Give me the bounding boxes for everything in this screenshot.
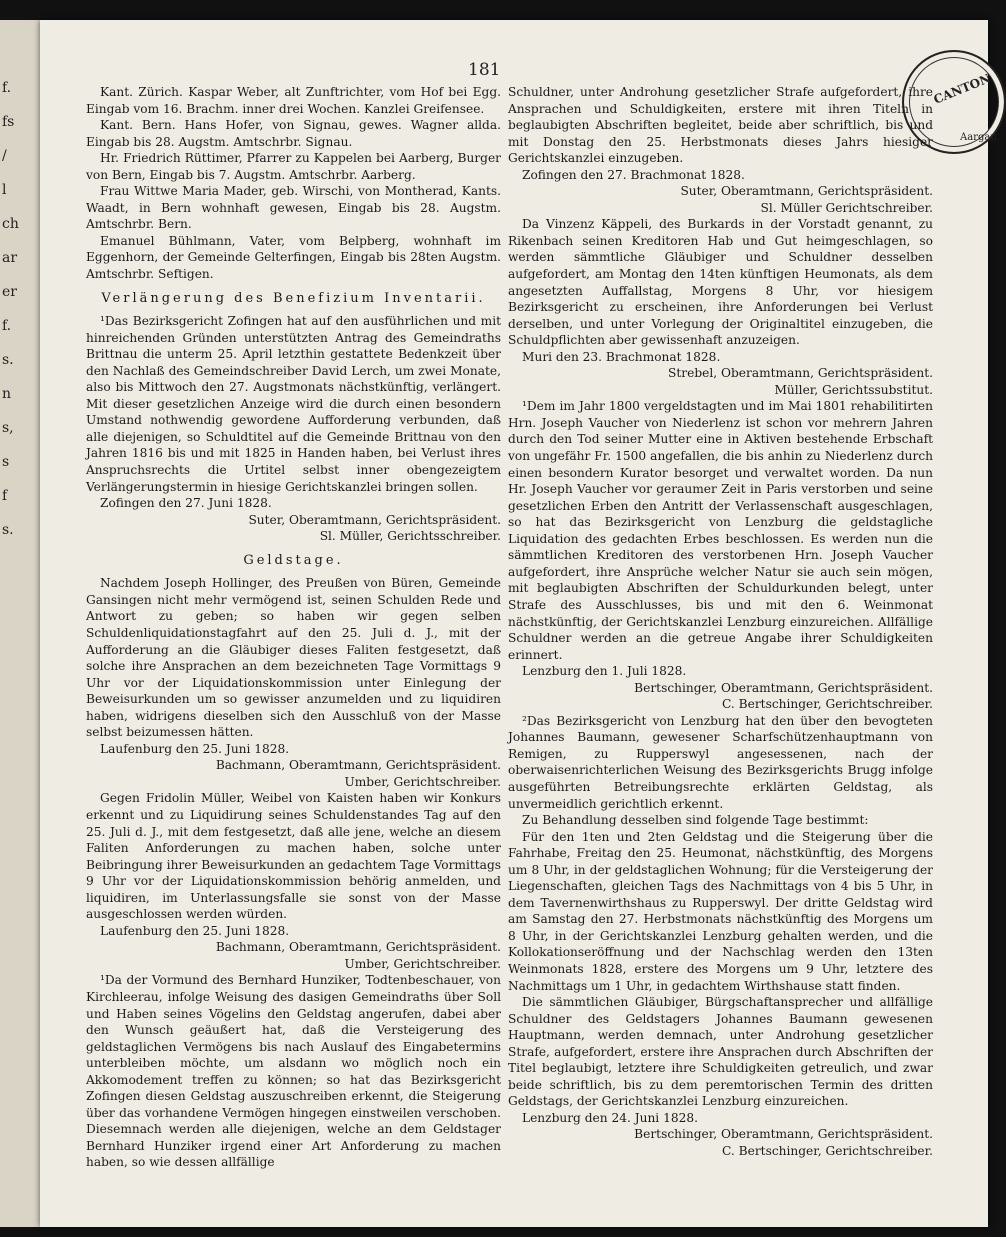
signature-line: Suter, Oberamtmann, Gerichtspräsident. bbox=[680, 184, 933, 199]
right-column bbox=[508, 84, 933, 1160]
section-heading: Verlängerung des Benefizium Inventarii. bbox=[101, 290, 486, 306]
left-column bbox=[86, 84, 501, 1171]
dateline: Lenzburg den 24. Juni 1828. bbox=[522, 1110, 698, 1125]
signature-line: Sl. Müller Gerichtschreiber. bbox=[760, 200, 933, 215]
signature-line: Bertschinger, Oberamtmann, Gerichtspräsident. bbox=[634, 1127, 933, 1142]
gutter-fragment: n bbox=[2, 386, 12, 402]
signature-line: Strebel, Oberamtmann, Gerichtspräsident. bbox=[668, 366, 933, 381]
signature-line: C. Bertschinger, Gerichtschreiber. bbox=[722, 697, 933, 712]
gutter-fragment: ch bbox=[2, 216, 19, 232]
document-page bbox=[40, 20, 997, 1227]
gutter-fragment: fs bbox=[2, 114, 15, 130]
dateline: Laufenburg den 25. Juni 1828. bbox=[100, 741, 290, 756]
gutter-fragment: f. bbox=[2, 318, 12, 334]
signature-line: C. Bertschinger, Gerichtschreiber. bbox=[722, 1144, 933, 1158]
dateline: Lenzburg den 1. Juli 1828. bbox=[522, 664, 687, 679]
notice-paragraph: ¹Da der Vormund des Bernhard Hunziker, Todtenbeschauer, von Kirchleerau, infolge Weisung des dasigen Gemeindraths über Soll und Haben seines Vögelins den Geldstag angerufen, dabei aber den Wunsch geäußert hat, daß die Versteigerung des geldstaglichen Vermögens bis nach Auslauf des Eingabetermins unterbleiben möchte, um alsdann wo möglich noch ein Akkomodement treffen zu können; so hat das Bezirksgericht Zofingen diesen Geldstag auszuschreiben erkennt, die Steigerung über das vorhandene Vermögen hingegen einstweilen verschoben. Diesemnach werden alle diejenigen, welche an dem Geldstager Bernhard Hunziker irgend einer Art Anforderung zu machen haben, so wie dessen allfällige bbox=[86, 973, 501, 1170]
dateline: Muri den 23. Brachmonat 1828. bbox=[522, 349, 721, 364]
gutter-fragment: f. bbox=[2, 80, 12, 96]
signature-line: Umber, Gerichtschreiber. bbox=[344, 774, 501, 789]
notice-paragraph: ¹Das Bezirksgericht Zofingen hat auf den ausführlichen und mit hinreichenden Gründen unterstützten Antrag des Gemeindraths Brittnau die unterm 25. April letzthin gestattete Bedenkzeit über den Nachlaß des Gemeindschreiber David Lerch, um zwei Monate, also bis Mittwoch den 27. Augstmonats nächstkünftig, verlängert. Mit dieser gesetzlichen Anzeige wird die durch einen besondern Umstand nothwendig gewordene Aufforderung verbunden, daß alle diejenigen, so Schuldtitel auf die Gemeinde Brittnau von den Jahren 1816 bis und mit 1825 in Handen haben, bei Verlust ihres Anspruchsrechts die Urtitel selbst inner obengezeigtem Verlängerungstermin in hiesige Gerichtskanzlei bringen sollen. bbox=[86, 314, 501, 494]
gutter-fragment: s, bbox=[2, 420, 14, 436]
signature-line: Sl. Müller, Gerichtsschreiber. bbox=[319, 529, 501, 544]
signature-line: Suter, Oberamtmann, Gerichtspräsident. bbox=[248, 512, 501, 527]
notice-paragraph: Da Vinzenz Käppeli, des Burkards in der Vorstadt genannt, zu Rikenbach seinen Kreditoren Hab und Gut heimgeschlagen, so werden sämmtliche Gläubiger und Schuldner desselben aufgefordert, am Montag den 14ten künftigen Heumonats, als dem angesetzten Auffallstag, Morgens 8 Uhr, vor hiesigem Bezirksgericht zu erscheinen, ihre Anforderungen bei Verlust derselben, und unter Vorlegung der Originaltitel einzugeben, die Schuldpflichten aber gewissenhaft anzuzeigen. bbox=[508, 217, 933, 348]
notice-paragraph: Hr. Friedrich Rüttimer, Pfarrer zu Kappelen bei Aarberg, Burger von Bern, Eingab bis 7. Augstm. Amtschrbr. Aarberg. bbox=[86, 151, 501, 182]
stamp-text: CANTON bbox=[931, 71, 993, 107]
gutter-fragment: / bbox=[2, 148, 7, 164]
notice-paragraph: Kant. Bern. Hans Hofer, von Signau, gewes. Wagner allda. Eingab bis 28. Augstm. Amtschrbr. Signau. bbox=[86, 118, 501, 149]
notice-paragraph: Schuldner, unter Androhung gesetzlicher Strafe aufgefordert, ihre Ansprachen und Schuldigkeiten, erstere mit ihren Titeln in beglaubigten Abschriften begleitet, beide aber schriftlich, bis und mit Donstag den 25. Herbstmonats dieses Jahrs hiesiger Gerichtskanzlei einzugeben. bbox=[508, 85, 933, 166]
gutter-fragment: er bbox=[2, 284, 17, 300]
gutter-fragment: ar bbox=[2, 250, 18, 266]
signature-line: Bachmann, Oberamtmann, Gerichtspräsident. bbox=[215, 940, 501, 955]
notice-paragraph: ¹Dem im Jahr 1800 vergeldstagten und im Mai 1801 rehabilitirten Hrn. Joseph Vaucher von Niederlenz ist schon vor mehrern Jahren durch den Tod seiner Mutter eine in Aktiven bestehende Erbschaft von ungefähr Fr. 1500 angefallen, die bis anhin zu Niederlenz durch einen besondern Kurator besorget und verwaltet worden. Da nun Hr. Joseph Vaucher vor geraumer Zeit in Paris verstorben und seine gesetzlichen Erben den Antritt der Verlassenschaft ausgeschlagen, so hat das Bezirksgericht von Lenzburg die geldstagliche Liquidation des gedachten Erbes beschlossen. Es werden nun die sämmtlichen Kreditoren des verstorbenen Hrn. Joseph Vaucher aufgefordert, ihre Ansprüche welcher Natur sie auch sein mögen, mit beglaubigten Abschriften der Schuldurkunden belegt, unter Strafe des Ausschlusses, bis und mit den 6. Weinmonat nächstkünftig, der Gerichtskanzlei Lenzburg einzureichen. Allfällige Schuldner werden an die getreue Angabe ihrer Schuldigkeiten erinnert. bbox=[508, 399, 933, 662]
notice-paragraph: Kant. Zürich. Kaspar Weber, alt Zunftrichter, vom Hof bei Egg. Eingab vom 16. Brachm. inner drei Wochen. Kanzlei Greifensee. bbox=[86, 85, 501, 116]
dateline: Laufenburg den 25. Juni 1828. bbox=[100, 923, 290, 938]
notice-paragraph: Zu Behandlung desselben sind folgende Tage bestimmt: bbox=[522, 813, 869, 828]
gutter-fragment: s. bbox=[2, 352, 14, 368]
dateline: Zofingen den 27. Brachmonat 1828. bbox=[522, 167, 745, 182]
dateline: Zofingen den 27. Juni 1828. bbox=[100, 496, 272, 511]
signature-line: Umber, Gerichtschreiber. bbox=[344, 956, 501, 971]
signature-line: Bachmann, Oberamtmann, Gerichtspräsident. bbox=[215, 758, 501, 773]
notice-paragraph: Frau Wittwe Maria Mader, geb. Wirschi, von Montherad, Kants. Waadt, in Bern wohnhaft gewesen, Eingab bis 28. Augstm. Amtschrbr. Bern. bbox=[86, 184, 501, 232]
stamp-subtext: Aargau bbox=[960, 132, 997, 143]
notice-paragraph: Die sämmtlichen Gläubiger, Bürgschaftansprecher und allfällige Schuldner des Geldstagers Johannes Baumann gewesenen Hauptmann, werden demnach, unter Androhung gesetzlicher Strafe, aufgefordert, erstere ihre Ansprachen durch Abschriften der Titel beglaubigt, letztere ihre Schuldigkeiten getreulich, und zwar beide schriftlich, bis zu dem peremtorischen Termin des dritten Geldstags, der Gerichtskanzlei Lenzburg einzureichen. bbox=[508, 995, 933, 1109]
gutter-fragment: s. bbox=[2, 522, 14, 538]
notice-paragraph: Nachdem Joseph Hollinger, des Preußen von Büren, Gemeinde Gansingen nicht mehr vermögend ist, seinen Schulden Rede und Antwort zu geben; so haben wir gegen selben Schuldenliquidationstagfahrt auf den 25. Juli d. J., mit der Aufforderung an die Gläubiger dieses Faliten festgesetzt, daß solche ihre Ansprachen an dem bezeichneten Tage Vormittags 9 Uhr vor der Liquidationskommission unter Einlegung der Beweisurkunden um so gewisser anzumelden und zu liquidiren haben, widrigens dieselben sich den Ausschluß von der Masse selbst beizumessen hätten. bbox=[86, 576, 501, 740]
section-heading: Geldstage. bbox=[243, 552, 344, 568]
signature-line: Bertschinger, Oberamtmann, Gerichtspräsident. bbox=[634, 680, 933, 695]
notice-paragraph: Gegen Fridolin Müller, Weibel von Kaisten haben wir Konkurs erkennt und zu Liquidirung seines Schuldenstandes Tag auf den 25. Juli d. J., mit dem festgesetzt, daß alle jene, welche an diesem Faliten Anforderungen zu machen haben, solche unter Beibringung ihrer Beweisurkunden an gedachtem Tage Vormittags 9 Uhr vor der Liquidationskommission behörig anmelden, und liquidiren, im Unterlassungsfalle sie sonst von der Masse ausgeschlossen werden würden. bbox=[86, 791, 501, 922]
gutter-fragment: l bbox=[2, 182, 7, 198]
page-number: 181 bbox=[468, 60, 501, 80]
signature-line: Müller, Gerichtssubstitut. bbox=[774, 382, 933, 397]
gutter-fragment: s bbox=[2, 454, 10, 470]
gutter-fragment: f bbox=[2, 488, 8, 504]
notice-paragraph: ²Das Bezirksgericht von Lenzburg hat den über den bevogteten Johannes Baumann, gewesener Scharfschützenhauptmann von Remigen, zu Rupperswyl angesessenen, nach der oberwaisenrichterlichen Weisung des Bezirksgerichts Brugg infolge ausgeführten Betreibungsrechte erklärten Geldstag, als unvermeidlich gerichtlich erkennt. bbox=[508, 713, 933, 811]
adjacent-page-gutter bbox=[0, 20, 41, 1227]
notice-paragraph: Emanuel Bühlmann, Vater, vom Belpberg, wohnhaft im Eggenhorn, der Gemeinde Gelterfingen, Eingab bis 28ten Augstm. Amtschrbr. Seftigen. bbox=[86, 233, 501, 282]
notice-paragraph: Für den 1ten und 2ten Geldstag und die Steigerung über die Fahrhabe, Freitag den 25. Heumonat, nächstkünftig, des Morgens um 8 Uhr, in der geldstaglichen Wohnung; für die Versteigerung der Liegenschaften, gleichen Tags des Nachmittags von 4 bis 5 Uhr, in dem Tavernenwirthshaus zu Rupperswyl. Der dritte Geldstag wird am Samstag den 27. Herbstmonats nächstkünftig des Morgens um 8 Uhr, in der Gerichtskanzlei Lenzburg gehalten werden, und die Kollokationseröffnung und der Nachschlag werden den 13ten Weinmonats 1828, erstere des Morgens um 9 Uhr, letztere des Nachmittags um 1 Uhr, in gedachtem Wirthshause statt finden. bbox=[508, 829, 933, 993]
